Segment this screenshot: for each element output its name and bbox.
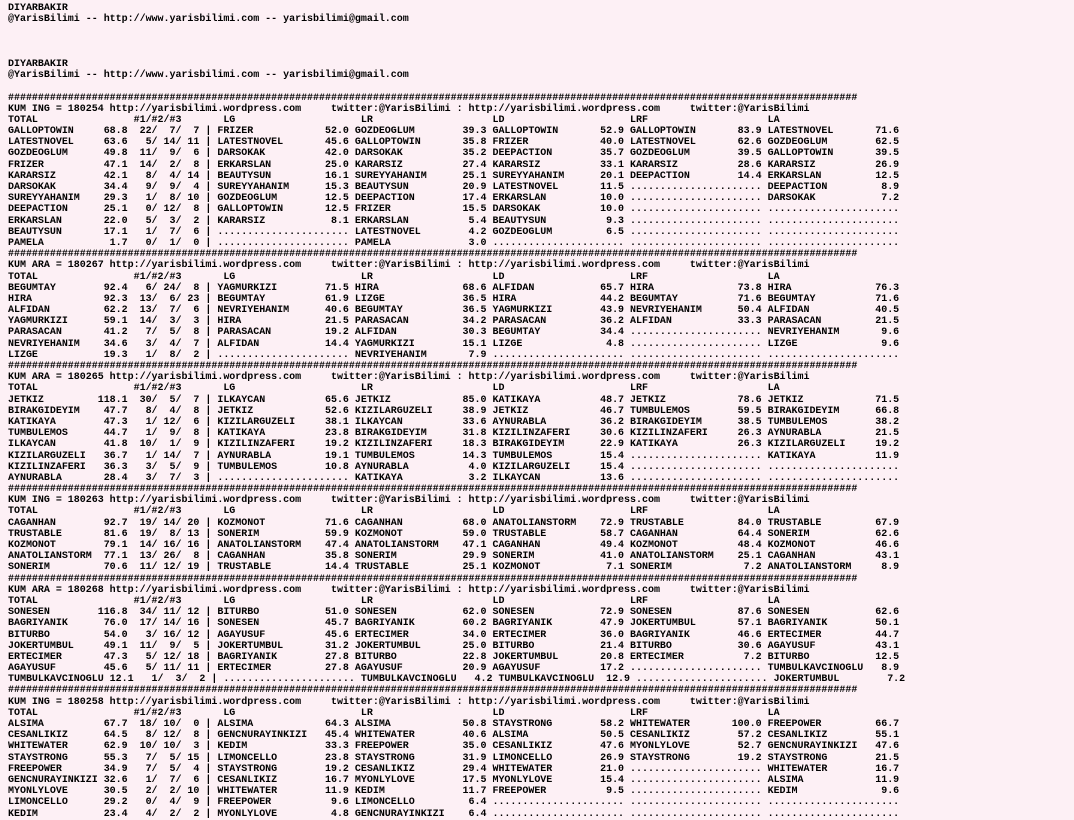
- report-line: ANATOLIANSTORM 77.1 13/ 26/ 8 | CAGANHAN 35.8 SONERIM 29.9 SONERIM 41.0 ANATOLIANSTORM 25.1 CAGANHAN 43.1: [8, 551, 900, 563]
- report-line: PARASACAN 41.2 7/ 5/ 8 | PARASACAN 19.2 ALFIDAN 30.3 BEGUMTAY 34.4 ...................... NEVRIYEHANIM 9.6: [8, 327, 900, 339]
- report-line: @YarisBilimi -- http://www.yarisbilimi.com -- yarisbilimi@gmail.com: [8, 70, 409, 82]
- report-line: ##############################################################################################################################################: [8, 484, 858, 496]
- report-line: ILKAYCAN 41.8 10/ 1/ 9 | KIZILINZAFERI 19.2 KIZILINZAFERI 18.3 BIRAKGIDEYIM 22.9 KATIKAYA 26.3 KIZILARGUZELI 19.2: [8, 439, 900, 451]
- report-line: TUMBULEMOS 44.7 1/ 9/ 8 | KATIKAYA 23.8 BIRAKGIDEYIM 31.8 KIZILINZAFERI 30.6 KIZILINZAFERI 26.3 AYNURABLA 21.5: [8, 428, 900, 440]
- report-line: ERTECIMER 47.3 5/ 12/ 18 | BAGRIYANIK 27.8 BITURBO 22.8 JOKERTUMBUL 20.8 ERTECIMER 7.2 BITURBO 12.5: [8, 651, 900, 663]
- report-line: STAYSTRONG 55.3 7/ 5/ 15 | LIMONCELLO 23.8 STAYSTRONG 31.9 LIMONCELLO 26.9 STAYSTRONG 19.2 STAYSTRONG 21.5: [8, 752, 900, 764]
- report-line: BEGUMTAY 92.4 6/ 24/ 8 | YAGMURKIZI 71.5 HIRA 68.6 ALFIDAN 65.7 HIRA 73.8 HIRA 76.3: [8, 282, 900, 294]
- report-line: DEEPACTION 25.1 0/ 12/ 8 | GALLOPTOWIN 12.5 FRIZER 15.5 DARSOKAK 10.0 ...................... ......................: [8, 204, 900, 216]
- report-line: PAMELA 1.7 0/ 1/ 0 | ...................... PAMELA 3.0 ...................... ...................... ......................: [8, 237, 900, 249]
- report-line: TOTAL #1/#2/#3 LG LR LD LRF LA: [8, 271, 780, 283]
- report-line: BEAUTYSUN 17.1 1/ 7/ 6 | ...................... LATESTNOVEL 4.2 GOZDEOGLUM 6.5 ...................... ......................: [8, 226, 900, 238]
- report-line: LIMONCELLO 29.2 0/ 4/ 9 | FREEPOWER 9.6 LIMONCELLO 6.4 ...................... ...................... ......................: [8, 797, 900, 809]
- report-line: YAGMURKIZI 59.1 14/ 3/ 3 | HIRA 21.5 PARASACAN 34.2 PARASACAN 36.2 ALFIDAN 33.3 PARASACAN 21.5: [8, 316, 900, 328]
- report-line: KUM ARA = 180265 http://yarisbilimi.wordpress.com twitter:@YarisBilimi : http://yarisbilimi.wordpress.com twitter:@YarisBilimi: [8, 372, 810, 384]
- report-line: [8, 81, 905, 92]
- report-line: BITURBO 54.0 3/ 16/ 12 | AGAYUSUF 45.6 ERTECIMER 34.0 ERTECIMER 36.0 BAGRIYANIK 46.6 ERTECIMER 44.7: [8, 629, 900, 641]
- report-line: DIYARBAKIR: [8, 3, 68, 14]
- report-line: ERKARSLAN 22.0 5/ 3/ 2 | KARARSIZ 8.1 ERKARSLAN 5.4 BEAUTYSUN 9.3 ...................... ......................: [8, 215, 900, 227]
- report-line: [8, 48, 905, 59]
- report-line: CESANLIKIZ 64.5 8/ 12/ 8 | GENCNURAYINKIZI 45.4 WHITEWATER 40.6 ALSIMA 50.5 CESANLIKIZ 57.2 CESANLIKIZ 55.1: [8, 730, 900, 742]
- report-line: KIZILINZAFERI 36.3 3/ 5/ 9 | TUMBULEMOS 10.8 AYNURABLA 4.0 KIZILARGUZELI 15.4 ...................... ......................: [8, 461, 900, 473]
- report-line: GENCNURAYINKIZI 32.6 1/ 7/ 6 | CESANLIKIZ 16.7 MYONLYLOVE 17.5 MYONLYLOVE 15.4 ...................... ALSIMA 11.9: [8, 774, 900, 786]
- report-line: [8, 25, 905, 36]
- report-line: ##############################################################################################################################################: [8, 92, 858, 104]
- report-line: TOTAL #1/#2/#3 LG LR LD LRF LA: [8, 595, 780, 607]
- race-report-text: [8, 3, 905, 820]
- report-line: TOTAL #1/#2/#3 LG LR LD LRF LA: [8, 114, 780, 126]
- report-line: ALFIDAN 62.2 13/ 7/ 6 | NEVRIYEHANIM 40.6 BEGUMTAY 36.5 YAGMURKIZI 43.9 NEVRIYEHANIM 50.4 ALFIDAN 40.5: [8, 305, 900, 317]
- report-line: ##############################################################################################################################################: [8, 361, 858, 372]
- report-line: ##############################################################################################################################################: [8, 249, 858, 261]
- report-line: NEVRIYEHANIM 34.6 3/ 4/ 7 | ALFIDAN 14.4 YAGMURKIZI 15.1 LIZGE 4.8 ...................... LIZGE 9.6: [8, 338, 900, 350]
- report-line: KARARSIZ 42.1 8/ 4/ 14 | BEAUTYSUN 16.1 SUREYYAHANIM 25.1 SUREYYAHANIM 20.1 DEEPACTION 14.4 ERKARSLAN 12.5: [8, 170, 900, 182]
- report-line: KUM ARA = 180267 http://yarisbilimi.wordpress.com twitter:@YarisBilimi : http://yarisbilimi.wordpress.com twitter:@YarisBilimi: [8, 260, 810, 272]
- report-line: KATIKAYA 47.3 1/ 12/ 6 | KIZILARGUZELI 38.1 ILKAYCAN 33.6 AYNURABLA 36.2 BIRAKGIDEYIM 38.5 TUMBULEMOS 38.2: [8, 416, 900, 428]
- report-line: BAGRIYANIK 76.0 17/ 14/ 16 | SONESEN 45.7 BAGRIYANIK 60.2 BAGRIYANIK 47.9 JOKERTUMBUL 57.1 BAGRIYANIK 50.1: [8, 618, 900, 630]
- report-line: HIRA 92.3 13/ 6/ 23 | BEGUMTAY 61.9 LIZGE 36.5 HIRA 44.2 BEGUMTAY 71.6 BEGUMTAY 71.6: [8, 293, 900, 305]
- report-line: FRIZER 47.1 14/ 2/ 8 | ERKARSLAN 25.0 KARARSIZ 27.4 KARARSIZ 33.1 KARARSIZ 28.6 KARARSIZ 26.9: [8, 159, 900, 171]
- report-line: ##############################################################################################################################################: [8, 685, 858, 697]
- report-line: @YarisBilimi -- http://www.yarisbilimi.com -- yarisbilimi@gmail.com: [8, 14, 409, 26]
- report-line: AYNURABLA 28.4 3/ 7/ 3 | ...................... KATIKAYA 3.2 ILKAYCAN 13.6 ...................... ......................: [8, 472, 900, 484]
- report-line: [8, 37, 905, 48]
- report-line: KUM ING = 180263 http://yarisbilimi.wordpress.com twitter:@YarisBilimi : http://yarisbilimi.wordpress.com twitter:@YarisBilimi: [8, 495, 810, 507]
- report-line: LIZGE 19.3 1/ 8/ 2 | ...................... NEVRIYEHANIM 7.9 ...................... ...................... ......................: [8, 349, 900, 361]
- report-line: LATESTNOVEL 63.6 5/ 14/ 11 | LATESTNOVEL 45.6 GALLOPTOWIN 35.8 FRIZER 40.0 LATESTNOVEL 62.6 GOZDEOGLUM 62.5: [8, 137, 900, 149]
- report-line: JOKERTUMBUL 49.1 11/ 9/ 5 | JOKERTUMBUL 31.2 JOKERTUMBUL 25.0 BITURBO 21.4 BITURBO 30.6 AGAYUSUF 43.1: [8, 640, 900, 652]
- report-line: DIYARBAKIR: [8, 58, 68, 70]
- report-line: SONESEN 116.8 34/ 11/ 12 | BITURBO 51.0 SONESEN 62.0 SONESEN 72.9 SONESEN 87.6 SONESEN 62.6: [8, 607, 900, 619]
- report-line: TRUSTABLE 81.6 19/ 8/ 13 | SONERIM 59.9 KOZMONOT 59.0 TRUSTABLE 58.7 CAGANHAN 64.4 SONERIM 62.6: [8, 528, 900, 540]
- report-line: ##############################################################################################################################################: [8, 573, 858, 585]
- report-line: TOTAL #1/#2/#3 LG LR LD LRF LA: [8, 383, 780, 395]
- report-line: WHITEWATER 62.9 10/ 10/ 3 | KEDIM 33.3 FREEPOWER 35.0 CESANLIKIZ 47.6 MYONLYLOVE 52.7 GENCNURAYINKIZI 47.6: [8, 741, 900, 753]
- report-line: TOTAL #1/#2/#3 LG LR LD LRF LA: [8, 707, 780, 719]
- report-line: GALLOPTOWIN 68.8 22/ 7/ 7 | FRIZER 52.0 GOZDEOGLUM 39.3 GALLOPTOWIN 52.9 GALLOPTOWIN 83.9 LATESTNOVEL 71.6: [8, 126, 900, 138]
- report-line: BIRAKGIDEYIM 47.7 8/ 4/ 8 | JETKIZ 52.6 KIZILARGUZELI 38.9 JETKIZ 46.7 TUMBULEMOS 59.5 BIRAKGIDEYIM 66.8: [8, 405, 900, 417]
- report-line: KIZILARGUZELI 36.7 1/ 14/ 7 | AYNURABLA 19.1 TUMBULEMOS 14.3 TUMBULEMOS 15.4 ...................... KATIKAYA 11.9: [8, 450, 900, 462]
- report-line: CAGANHAN 92.7 19/ 14/ 20 | KOZMONOT 71.6 CAGANHAN 68.0 ANATOLIANSTORM 72.9 TRUSTABLE 84.0 TRUSTABLE 67.9: [8, 517, 900, 529]
- report-line: KUM ING = 180258 http://yarisbilimi.wordpress.com twitter:@YarisBilimi : http://yarisbilimi.wordpress.com twitter:@YarisBilimi: [8, 696, 810, 708]
- report-line: KEDIM 23.4 4/ 2/ 2 | MYONLYLOVE 4.8 GENCNURAYINKIZI 6.4 ...................... ...................... ......................: [8, 808, 900, 820]
- report-line: JETKIZ 118.1 30/ 5/ 7 | ILKAYCAN 65.6 JETKIZ 85.0 KATIKAYA 48.7 JETKIZ 78.6 JETKIZ 71.5: [8, 394, 900, 406]
- report-line: DARSOKAK 34.4 9/ 9/ 4 | SUREYYAHANIM 15.3 BEAUTYSUN 20.9 LATESTNOVEL 11.5 ...................... DEEPACTION 8.9: [8, 182, 900, 193]
- report-line: GOZDEOGLUM 49.8 11/ 9/ 6 | DARSOKAK 42.0 DARSOKAK 35.2 DEEPACTION 35.7 GOZDEOGLUM 39.5 GALLOPTOWIN 39.5: [8, 148, 900, 160]
- report-line: AGAYUSUF 45.6 5/ 11/ 11 | ERTECIMER 27.8 AGAYUSUF 20.9 AGAYUSUF 17.2 ...................... TUMBULKAVCINOGLU 8.9: [8, 663, 900, 675]
- report-line: ALSIMA 67.7 18/ 10/ 0 | ALSIMA 64.3 ALSIMA 50.8 STAYSTRONG 58.2 WHITEWATER 100.0 FREEPOWER 66.7: [8, 719, 900, 730]
- report-line: TOTAL #1/#2/#3 LG LR LD LRF LA: [8, 506, 780, 518]
- report-line: KUM ARA = 180268 http://yarisbilimi.wordpress.com twitter:@YarisBilimi : http://yarisbilimi.wordpress.com twitter:@YarisBilimi: [8, 584, 810, 596]
- report-line: SUREYYAHANIM 29.3 1/ 8/ 10 | GOZDEOGLUM 12.5 DEEPACTION 17.4 ERKARSLAN 10.0 ...................... DARSOKAK 7.2: [8, 193, 900, 205]
- report-line: MYONLYLOVE 30.5 2/ 2/ 10 | WHITEWATER 11.9 KEDIM 11.7 FREEPOWER 9.5 ...................... KEDIM 9.6: [8, 786, 900, 798]
- report-line: KOZMONOT 79.1 14/ 16/ 16 | ANATOLIANSTORM 47.4 ANATOLIANSTORM 47.1 CAGANHAN 49.4 KOZMONOT 48.4 KOZMONOT 46.6: [8, 540, 900, 551]
- report-line: FREEPOWER 34.9 7/ 5/ 4 | STAYSTRONG 19.2 CESANLIKIZ 29.4 WHITEWATER 21.0 ...................... WHITEWATER 16.7: [8, 763, 900, 775]
- report-line: TUMBULKAVCINOGLU 12.1 1/ 3/ 2 | ...................... TUMBULKAVCINOGLU 4.2 TUMBULKAVCINOGLU 12.9 ...................... JOKERTUMBUL 7.2: [8, 674, 906, 686]
- report-line: SONERIM 70.6 11/ 12/ 19 | TRUSTABLE 14.4 TRUSTABLE 25.1 KOZMONOT 7.1 SONERIM 7.2 ANATOLIANSTORM 8.9: [8, 562, 900, 574]
- report-line: KUM ING = 180254 http://yarisbilimi.wordpress.com twitter:@YarisBilimi : http://yarisbilimi.wordpress.com twitter:@YarisBilimi: [8, 103, 810, 115]
